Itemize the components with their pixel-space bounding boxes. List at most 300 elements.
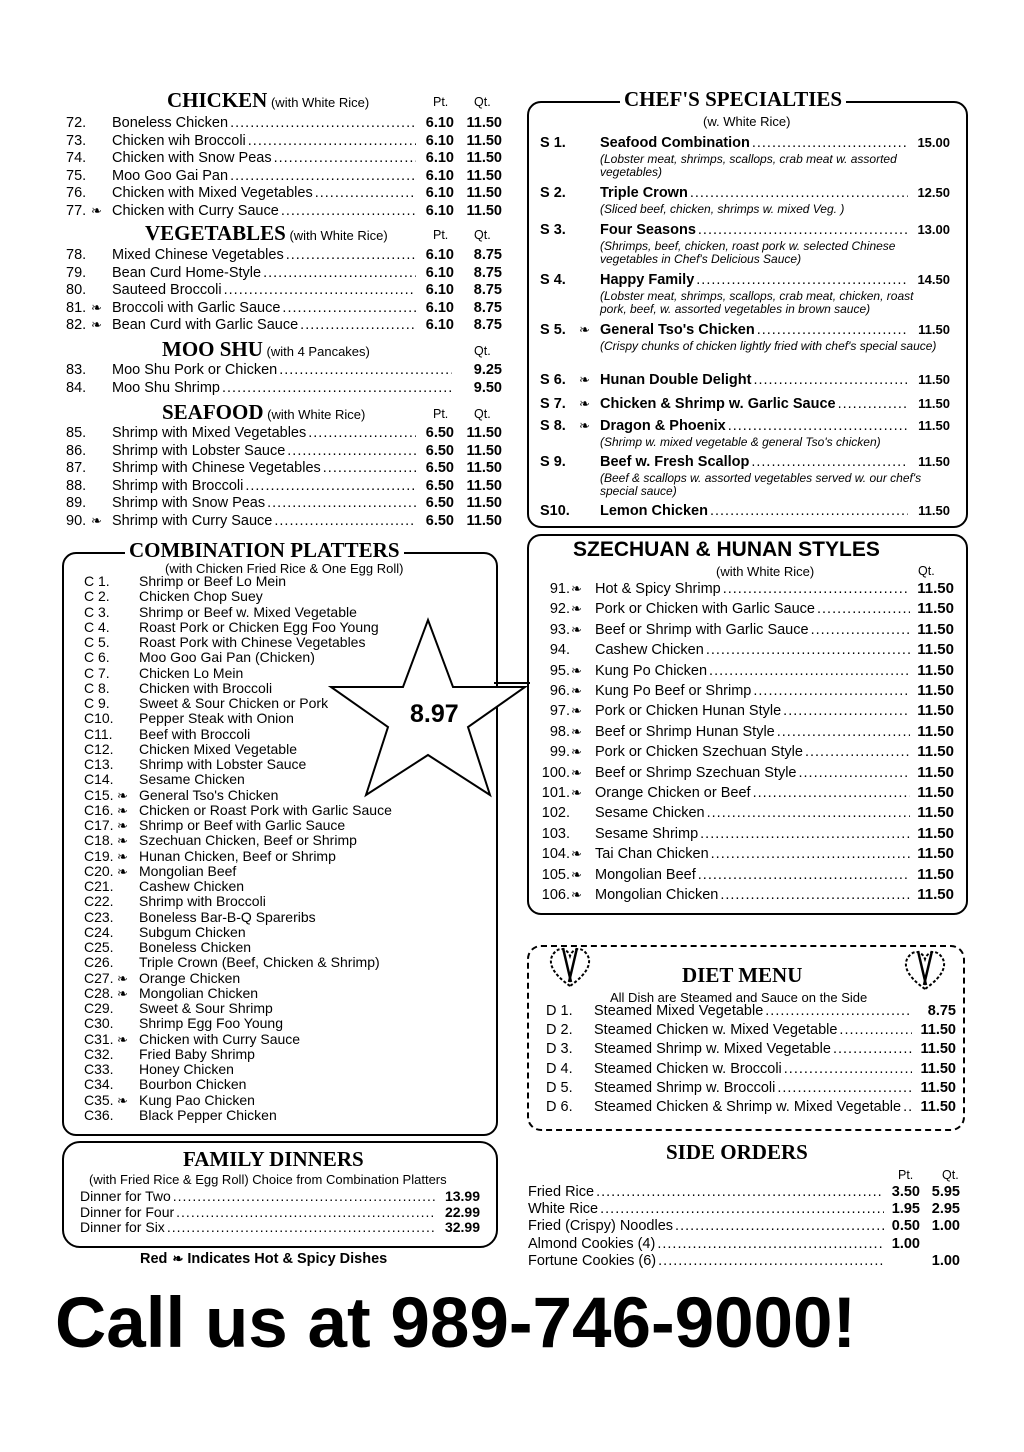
- seafood-item-pt: 6.50: [425, 495, 454, 512]
- szechuan-item: [540, 600, 954, 617]
- family-item-price: 13.99: [444, 1188, 480, 1204]
- szechuan-item-name: Sesame Shrimp: [595, 825, 699, 842]
- pepper-icon: ❧: [571, 581, 582, 596]
- szechuan-item: [540, 621, 954, 638]
- chef-item-price: 11.50: [918, 454, 950, 469]
- szechuan-item-number: 101.: [541, 785, 570, 801]
- leader-dots: [167, 1219, 436, 1235]
- leader-dots: [783, 703, 910, 719]
- combo-item-name: Beef with Broccoli: [139, 725, 251, 742]
- szechuan-item-name: Mongolian Chicken: [595, 887, 719, 903]
- combo-item-name: Triple Crown (Beef, Chicken & Shrimp): [139, 954, 380, 971]
- chef-item: [540, 503, 950, 519]
- vegetables-item-number: 78.: [66, 247, 87, 263]
- leader-dots: [753, 785, 910, 801]
- chef-item-number: S10.: [540, 503, 570, 519]
- pepper-icon: ❧: [571, 601, 582, 617]
- combo-item: [84, 818, 345, 833]
- chicken-item-number: 72.: [66, 115, 87, 131]
- combo-item-number: C20.: [84, 862, 114, 879]
- diet-item-number: D 3.: [546, 1041, 573, 1058]
- combo-item-name: Szechuan Chicken, Beef or Shrimp: [139, 832, 357, 849]
- combo-item: [84, 894, 266, 909]
- pepper-icon: ❧: [571, 703, 582, 719]
- szechuan-item-qt: 11.50: [917, 865, 954, 883]
- chef-item-price: 11.50: [918, 503, 950, 518]
- chef-item: [540, 272, 950, 288]
- seafood-item: [66, 460, 502, 476]
- szechuan-item-name: Sesame Chicken: [595, 805, 705, 822]
- vegetables-item-qt: 8.75: [473, 299, 502, 316]
- leader-dots: [903, 1099, 912, 1115]
- mooshu-qt-header: Qt.: [474, 344, 491, 358]
- mooshu-item: [66, 362, 502, 378]
- combo-item-name: Chicken Lo Mein: [139, 664, 244, 681]
- side-item-qt: 1.00: [931, 1218, 960, 1235]
- szechuan-item-name: Beef or Shrimp with Garlic Sauce: [595, 621, 809, 638]
- combo-item-name: Chicken or Roast Pork with Garlic Sauce: [139, 801, 392, 818]
- combo-item-name: Shrimp with Broccoli: [139, 893, 266, 910]
- side-item-pt: 3.50: [891, 1184, 920, 1200]
- chicken-item-pt: 6.10: [425, 167, 454, 184]
- leader-dots: [323, 460, 416, 476]
- szechuan-item-name: Mongolian Beef: [595, 866, 696, 883]
- combo-item-name: Fried Baby Shrimp: [139, 1045, 255, 1062]
- combo-item-number: C 3.: [84, 603, 110, 620]
- szechuan-item-number: 95.: [549, 662, 570, 679]
- leader-dots: [838, 396, 908, 412]
- chicken-item-name: Chicken wih Broccoli: [112, 132, 246, 149]
- chef-item-price: 15.00: [917, 135, 950, 150]
- pepper-icon: ❧: [571, 621, 582, 637]
- chef-item: [540, 185, 950, 201]
- combo-item-name: Cashew Chicken: [139, 878, 245, 894]
- mooshu-item-name: Moo Shu Shrimp: [112, 379, 220, 396]
- side-item-pt: 1.95: [891, 1201, 920, 1218]
- leader-dots: [222, 380, 452, 396]
- leader-dots: [784, 1061, 912, 1077]
- combo-item: [84, 940, 251, 955]
- szechuan-item-qt: 11.50: [917, 661, 954, 679]
- seafood-item: [66, 513, 502, 529]
- chicken-item-qt: 11.50: [466, 167, 502, 184]
- seafood-item-pt: 6.50: [425, 425, 454, 441]
- vegetables-item-qt: 8.75: [473, 317, 502, 334]
- leader-dots: [690, 185, 908, 201]
- combo-item: [84, 864, 236, 879]
- combo-item-number: C22.: [84, 893, 114, 910]
- combo-item-number: C23.: [84, 908, 114, 925]
- combo-item: [84, 605, 357, 620]
- seafood-item-name: Shrimp with Curry Sauce: [112, 513, 273, 529]
- pepper-icon: ❧: [571, 866, 582, 882]
- szechuan-item: [540, 682, 954, 699]
- combo-item-number: C28.: [84, 984, 114, 1001]
- chicken-item-pt: 6.10: [425, 185, 454, 202]
- leader-dots: [286, 247, 416, 263]
- diet-item-price: 11.50: [920, 1079, 956, 1096]
- combo-item: [84, 757, 306, 772]
- combo-item-name: Hunan Chicken, Beef or Shrimp: [139, 847, 336, 864]
- chicken-item-qt: 11.50: [466, 132, 502, 149]
- chicken-item-number: 73.: [66, 132, 87, 149]
- seafood-item-qt: 11.50: [466, 477, 502, 494]
- leader-dots: [811, 622, 910, 638]
- seafood-item-qt: 11.50: [466, 442, 502, 459]
- vegetables-item: [66, 300, 502, 316]
- chicken-item-pt: 6.10: [425, 115, 454, 131]
- chicken-item: [66, 115, 502, 131]
- vegetables-item-pt: 6.10: [425, 264, 454, 281]
- chicken-item-name: Chicken with Curry Sauce: [112, 203, 279, 219]
- leader-dots: [723, 581, 910, 597]
- combo-item: [84, 1016, 283, 1031]
- seafood-subtitle: (with White Rice): [263, 407, 366, 422]
- vegetables-item-name: Sauteed Broccoli: [112, 282, 222, 299]
- combo-item-name: Chicken with Broccoli: [139, 679, 273, 696]
- chef-item-number: S 4.: [540, 272, 566, 288]
- leader-dots: [696, 272, 908, 288]
- szechuan-item-number: 102.: [541, 805, 570, 822]
- mooshu-subtitle: (with 4 Pancakes): [262, 344, 370, 359]
- combo-item-number: C19.: [84, 847, 114, 864]
- combo-item-number: C36.: [84, 1106, 114, 1123]
- chef-item-number: S 6.: [540, 372, 566, 388]
- pepper-icon: ❧: [571, 744, 582, 760]
- diet-item-name: Steamed Shrimp w. Mixed Vegetable: [594, 1041, 831, 1058]
- diet-item: [546, 1099, 956, 1115]
- pepper-icon: ❧: [571, 662, 582, 678]
- seafood-item-number: 88.: [66, 477, 87, 494]
- combo-item: [84, 650, 315, 665]
- pepper-icon: ❧: [571, 683, 582, 698]
- szechuan-title: SZECHUAN & HUNAN STYLES: [573, 538, 880, 561]
- diet-item-number: D 2.: [546, 1022, 573, 1039]
- combo-item: [84, 574, 286, 589]
- pepper-icon: ❧: [579, 372, 590, 387]
- diet-item: [546, 1061, 956, 1077]
- combo-item-name: Shrimp or Beef w. Mixed Vegetable: [139, 603, 357, 620]
- leader-dots: [698, 867, 910, 883]
- combo-item-number: C18.: [84, 832, 114, 849]
- side-item-name: Fried (Crispy) Noodles: [528, 1218, 674, 1235]
- seafood-item-pt: 6.50: [425, 460, 454, 477]
- szechuan-item-number: 92.: [549, 601, 570, 618]
- szechuan-item-qt: 11.50: [917, 620, 954, 638]
- combo-item-name: Roast Pork with Chinese Vegetables: [139, 634, 366, 650]
- combo-item-name: Boneless Chicken: [139, 939, 252, 955]
- leader-dots: [675, 1218, 884, 1234]
- szechuan-item: [540, 845, 954, 862]
- pepper-icon: ❧: [571, 723, 582, 739]
- combo-item: [84, 727, 250, 742]
- chicken-item-number: 76.: [66, 185, 87, 202]
- chicken-item-name: Chicken with Snow Peas: [112, 150, 272, 167]
- combo-item-name: Mongolian Chicken: [139, 984, 259, 1001]
- chef-item-name: Chicken & Shrimp w. Garlic Sauce: [600, 396, 836, 412]
- combo-item-name: Sesame Chicken: [139, 771, 245, 788]
- leader-dots: [263, 265, 416, 281]
- seafood-pt-header: Pt.: [433, 407, 449, 421]
- leader-dots: [700, 826, 910, 842]
- seafood-item-name: Shrimp with Mixed Vegetables: [112, 425, 307, 441]
- chicken-item: [66, 203, 502, 219]
- szechuan-item-number: 97.: [549, 703, 570, 720]
- combo-item-name: Shrimp or Beef with Garlic Sauce: [139, 817, 346, 833]
- chef-item-name: Four Seasons: [600, 222, 696, 238]
- combo-item-number: C31.: [84, 1030, 114, 1047]
- chopsticks-heart-icon-right: [900, 945, 950, 993]
- szechuan-item-qt: 11.50: [917, 702, 954, 720]
- side-item-name: Fortune Cookies (6): [528, 1252, 657, 1269]
- diet-item-name: Steamed Chicken & Shrimp w. Mixed Vegetable: [594, 1099, 902, 1115]
- diet-item-number: D 4.: [546, 1060, 573, 1077]
- chicken-item: [66, 133, 502, 149]
- szechuan-item-qt: 11.50: [917, 641, 954, 659]
- combo-item-number: C 5.: [84, 634, 110, 650]
- combo-item-number: C14.: [84, 771, 114, 788]
- chef-item-name: Beef w. Fresh Scallop: [600, 454, 750, 470]
- pepper-icon: ❧: [91, 203, 102, 218]
- leader-dots: [282, 300, 416, 316]
- leader-dots: [248, 133, 416, 149]
- vegetables-title-text: VEGETABLES: [145, 221, 286, 245]
- diet-item: [546, 1022, 956, 1038]
- combo-item-number: C11.: [84, 725, 113, 742]
- combo-item-number: C15.: [84, 786, 114, 803]
- combination-title: COMBINATION PLATTERS: [125, 538, 404, 563]
- side-item: [528, 1201, 960, 1217]
- chef-item-number: S 2.: [540, 185, 566, 201]
- side-item: [528, 1253, 960, 1269]
- family-item-name: Dinner for Two: [80, 1188, 171, 1204]
- leader-dots: [230, 115, 416, 131]
- combo-item-number: C35.: [84, 1091, 114, 1108]
- seafood-item-name: Shrimp with Snow Peas: [112, 495, 266, 512]
- family-item-price: 22.99: [444, 1203, 480, 1220]
- combo-item-name: Pepper Steak with Onion: [139, 710, 294, 727]
- combo-item-number: C29.: [84, 1000, 114, 1016]
- szechuan-item-name: Beef or Shrimp Szechuan Style: [595, 764, 797, 781]
- call-banner: Call us at 989-746-9000!: [55, 1284, 857, 1363]
- vegetables-item-pt: 6.10: [425, 299, 454, 316]
- combo-item-number: C16.: [84, 801, 114, 818]
- combo-item-name: Shrimp Egg Foo Young: [139, 1015, 283, 1032]
- szechuan-item-name: Cashew Chicken: [595, 642, 704, 659]
- pepper-icon: ❧: [91, 299, 102, 315]
- combination-subtitle: (with Chicken Fried Rice & One Egg Roll): [165, 561, 404, 576]
- seafood-item-pt: 6.50: [425, 477, 454, 494]
- mooshu-item-name: Moo Shu Pork or Chicken: [112, 362, 278, 378]
- combo-item-name: Mongolian Beef: [139, 862, 237, 879]
- combo-item-name: Honey Chicken: [139, 1061, 234, 1077]
- szechuan-item-name: Pork or Chicken with Garlic Sauce: [595, 601, 815, 618]
- combo-item-name: Boneless Bar-B-Q Spareribs: [139, 908, 316, 925]
- seafood-item-name: Shrimp with Chinese Vegetables: [112, 460, 321, 477]
- chef-item-name: Triple Crown: [600, 185, 688, 201]
- diet-item-name: Steamed Chicken w. Broccoli: [594, 1060, 782, 1077]
- diet-subtitle: All Dish are Steamed and Sauce on the Side: [610, 990, 868, 1005]
- szechuan-item: [540, 804, 954, 821]
- leader-dots: [752, 135, 908, 151]
- side-item-pt: 0.50: [891, 1218, 920, 1235]
- combo-item-name: Orange Chicken: [139, 969, 241, 986]
- chef-subtitle: (w. White Rice): [703, 114, 791, 129]
- combo-item-name: Black Pepper Chicken: [139, 1106, 277, 1123]
- side-item-pt: 1.00: [891, 1235, 920, 1252]
- combo-item-name: Kung Pao Chicken: [139, 1091, 255, 1108]
- szechuan-item: [540, 784, 954, 801]
- seafood-title-text: SEAFOOD: [162, 400, 264, 424]
- side-item-qt: 2.95: [931, 1201, 960, 1218]
- leader-dots: [274, 150, 416, 166]
- vegetables-item-number: 82.: [66, 317, 87, 334]
- chef-item-number: S 9.: [540, 454, 566, 470]
- szechuan-item-number: 98.: [549, 723, 570, 740]
- chef-item-price: 11.50: [918, 322, 950, 337]
- diet-item-number: D 1.: [546, 1003, 573, 1019]
- family-item-name: Dinner for Six: [80, 1219, 165, 1235]
- combo-item: [84, 635, 365, 650]
- diet-item-name: Steamed Chicken w. Mixed Vegetable: [594, 1022, 838, 1039]
- combo-item: [84, 986, 258, 1001]
- chicken-item-name: Boneless Chicken: [112, 115, 229, 131]
- chef-item-price: 12.50: [917, 185, 950, 200]
- seafood-qt-header: Qt.: [474, 407, 491, 421]
- chef-item-price: 11.50: [918, 418, 950, 433]
- seafood-item-number: 86.: [66, 442, 87, 459]
- diet-item-price: 11.50: [920, 1099, 956, 1115]
- szechuan-item-qt: 11.50: [917, 845, 954, 863]
- combo-item: [84, 910, 316, 925]
- combo-item-number: C17.: [84, 817, 114, 833]
- vegetables-item-pt: 6.10: [425, 282, 454, 299]
- vegetables-item-pt: 6.10: [425, 247, 454, 263]
- szechuan-item: [540, 702, 954, 719]
- vegetables-pt-header: Pt.: [433, 228, 449, 242]
- diet-item: [546, 1041, 956, 1057]
- chicken-item-name: Chicken with Mixed Vegetables: [112, 185, 313, 202]
- szechuan-item: [540, 723, 954, 740]
- leader-dots: [267, 495, 416, 511]
- chef-item-name: Dragon & Phoenix: [600, 418, 726, 434]
- pepper-icon: ❧: [117, 833, 128, 849]
- szechuan-item-qt: 11.50: [917, 600, 954, 618]
- combo-item-name: General Tso's Chicken: [139, 786, 279, 803]
- chicken-title: [167, 88, 369, 113]
- diet-item: [546, 1080, 956, 1096]
- seafood-item-pt: 6.50: [425, 513, 454, 529]
- vegetables-item-qt: 8.75: [473, 264, 502, 281]
- vegetables-item-name: Broccoli with Garlic Sauce: [112, 299, 281, 316]
- chef-item: [540, 372, 950, 388]
- combo-item: [84, 1062, 234, 1077]
- chef-item: [540, 222, 950, 238]
- combo-item-number: C 2.: [84, 588, 110, 605]
- vegetables-title: [145, 221, 388, 246]
- combo-item-number: C24.: [84, 923, 114, 940]
- combo-item: [84, 879, 244, 894]
- chef-item-price: 11.50: [918, 372, 950, 387]
- leader-dots: [753, 372, 908, 388]
- hot-legend: [140, 1251, 387, 1267]
- leader-dots: [657, 1236, 884, 1252]
- combo-item-name: Bourbon Chicken: [139, 1076, 247, 1093]
- leader-dots: [777, 724, 910, 740]
- mooshu-item-qt: 9.25: [473, 362, 502, 378]
- combo-item: [84, 1093, 255, 1108]
- seafood-item-number: 85.: [66, 425, 87, 441]
- vegetables-item-name: Bean Curd Home-Style: [112, 264, 262, 281]
- seafood-title: [162, 400, 365, 425]
- szechuan-item-name: Kung Po Beef or Shrimp: [595, 683, 752, 699]
- seafood-item: [66, 425, 502, 441]
- leader-dots: [224, 282, 416, 298]
- combo-item: [84, 803, 392, 818]
- leader-dots: [728, 418, 908, 434]
- family-item: [80, 1219, 480, 1235]
- leader-dots: [698, 222, 908, 238]
- pepper-icon: ❧: [117, 787, 128, 803]
- seafood-item-qt: 11.50: [466, 495, 502, 512]
- szechuan-subtitle: (with White Rice): [716, 564, 815, 579]
- chef-item-description: (Lobster meat, shrimps, scallops, crab meat, chicken, roast pork, beef, w. assorted vegetables in brown sauce): [600, 289, 914, 316]
- szechuan-item: [540, 641, 954, 658]
- legend-red: Red: [140, 1251, 168, 1267]
- chicken-item-qt: 11.50: [466, 115, 502, 131]
- combo-item-number: C12.: [84, 740, 114, 757]
- seafood-item: [66, 478, 502, 494]
- seafood-item-number: 87.: [66, 460, 87, 477]
- chef-item: [540, 418, 950, 434]
- pepper-icon: ❧: [117, 818, 128, 833]
- szechuan-item-number: 103.: [541, 825, 570, 842]
- pepper-icon: ❧: [579, 418, 590, 433]
- szechuan-item-qt: 11.50: [917, 784, 954, 801]
- chef-item-price: 11.50: [918, 396, 950, 411]
- combo-item-number: C26.: [84, 954, 114, 971]
- combo-item: [84, 1047, 255, 1062]
- combo-item-number: C 6.: [84, 649, 110, 666]
- pepper-icon: ❧: [571, 887, 582, 902]
- chicken-qt-header: Qt.: [474, 95, 491, 109]
- leader-dots: [176, 1204, 436, 1220]
- leader-dots: [173, 1188, 436, 1204]
- side-item-name: Almond Cookies (4): [528, 1235, 656, 1252]
- leader-dots: [245, 478, 416, 494]
- chef-item-name: Seafood Combination: [600, 135, 750, 151]
- combo-item-name: Shrimp with Lobster Sauce: [139, 756, 307, 772]
- vegetables-item-name: Bean Curd with Garlic Sauce: [112, 317, 299, 334]
- mooshu-item-qt: 9.50: [473, 379, 502, 396]
- pepper-icon: ❧: [117, 1031, 128, 1047]
- combo-item-name: Sweet & Sour Chicken or Pork: [139, 695, 329, 711]
- combo-item-number: C 1.: [84, 573, 110, 589]
- side-item-name: Fried Rice: [528, 1184, 595, 1200]
- combo-item: [84, 666, 243, 681]
- szechuan-item-number: 106.: [541, 887, 570, 903]
- chicken-item-pt: 6.10: [425, 132, 454, 149]
- leader-dots: [751, 454, 908, 470]
- diet-title: DIET MENU: [682, 963, 803, 987]
- chef-item-description: (Shrimp w. mixed vegetable & general Tso's chicken): [600, 435, 881, 449]
- pepper-icon: ❧: [91, 317, 102, 333]
- chef-item-description: (Lobster meat, shrimps, scallops, crab meat w. assorted vegetables): [600, 152, 897, 179]
- vegetables-qt-header: Qt.: [474, 228, 491, 242]
- pepper-icon: ❧: [579, 322, 590, 337]
- szechuan-item-qt: 11.50: [917, 580, 954, 597]
- leader-dots: [805, 744, 910, 760]
